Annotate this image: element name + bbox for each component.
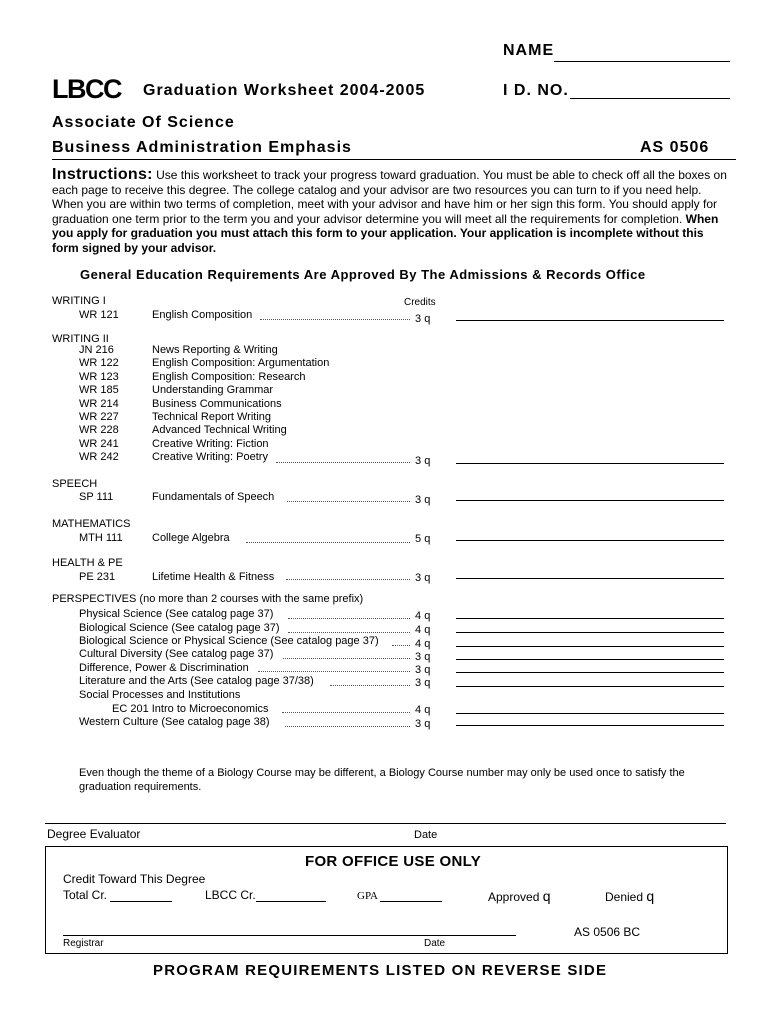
leader-dots [287,501,410,502]
credit-value: 3 q [415,572,431,584]
checkbox-icon[interactable]: q [424,704,431,716]
math-label: MATHEMATICS [52,518,131,530]
speech-course: SP 111 [79,491,114,503]
list-item: Technical Report Writing [152,411,272,424]
lbcc-credits-input[interactable] [256,889,326,902]
list-item: Creative Writing: Fiction [152,437,269,450]
social-processes-label: Social Processes and Institutions [79,689,241,701]
id-label: I D. NO. [503,82,569,99]
leader-dots [288,618,410,619]
gpa-input[interactable] [380,889,442,902]
writing1-label: WRITING I [52,295,106,307]
perspective-item: Cultural Diversity (See catalog page 37) [79,648,274,660]
lbcc-logo: LBCC [52,74,121,104]
checkbox-icon[interactable]: q [424,664,431,676]
approved-checkbox-icon[interactable]: q [542,888,551,904]
math-course: MTH 111 [79,532,123,544]
list-item: WR 228 [79,424,119,437]
registrar-date-label: Date [424,938,446,949]
course-entry-line[interactable] [456,320,724,321]
office-code: AS 0506 BC [574,925,641,939]
checkbox-icon[interactable]: q [424,638,431,650]
gpa-field: GPA [357,889,442,902]
checkbox-icon[interactable]: q [424,533,431,545]
course-entry-line[interactable] [456,632,724,633]
checkbox-icon[interactable]: q [424,651,431,663]
list-item: News Reporting & Writing [152,344,278,356]
evaluator-label: Degree Evaluator [47,827,141,841]
course-entry-line[interactable] [456,672,724,673]
course-entry-line[interactable] [456,618,724,619]
credits-label: Credits [404,297,436,308]
course-entry-line[interactable] [456,725,724,726]
credit-toward-label: Credit Toward This Degree [63,872,206,886]
social-processes-course: EC 201 Intro to Microeconomics [112,703,269,715]
credit-value: 4 q [415,704,431,716]
registrar-signature-line[interactable] [63,935,516,936]
western-culture-label: Western Culture (See catalog page 38) [79,716,270,728]
credit-value: 3 q [415,677,431,689]
id-field[interactable] [570,98,730,99]
credit-value: 3 q [415,494,431,506]
perspective-item: Physical Science (See catalog page 37) [79,608,274,620]
list-item: Business Communications [152,397,282,410]
worksheet-title: Graduation Worksheet 2004-2005 [143,82,426,99]
denied-field: Denied q [605,888,655,904]
course-entry-line[interactable] [456,540,724,541]
course-entry-line[interactable] [456,686,724,687]
credit-value: 4 q [415,610,431,622]
credit-value: 4 q [415,624,431,636]
leader-dots [246,542,410,543]
writing2-label: WRITING II [52,333,109,345]
leader-dots [285,726,410,727]
credit-value: 3 q [415,313,431,325]
gen-ed-heading: General Education Requirements Are Approved By The Admissions & Records Office [80,267,646,282]
checkbox-icon[interactable]: q [424,455,431,467]
list-item: WR 241 [79,437,119,450]
degree-title: Associate Of Science [52,114,235,131]
perspective-item: Biological Science (See catalog page 37) [79,622,280,634]
header-divider [52,159,736,160]
emphasis-title: Business Administration Emphasis [52,139,352,156]
approved-field: Approved q [488,888,551,904]
perspective-item: Biological Science or Physical Science (See catalog page 37) [79,635,379,647]
total-credits-field: Total Cr. [63,888,172,902]
list-item: English Composition: Research [152,370,306,383]
checkbox-icon[interactable]: q [424,610,431,622]
evaluator-date-label: Date [414,829,438,841]
checkbox-icon[interactable]: q [424,313,431,325]
footer-note: PROGRAM REQUIREMENTS LISTED ON REVERSE SIDE [153,962,608,979]
writing2-course-list [79,344,139,465]
office-heading: FOR OFFICE USE ONLY [305,853,481,870]
list-item: WR 122 [79,357,119,370]
list-item: WR 214 [79,397,119,410]
leader-dots [282,712,410,713]
leader-dots [286,579,410,580]
leader-dots [288,632,410,633]
name-label: NAME [503,42,555,59]
instructions-bold-text: When you apply for graduation you must attach this form to your application. Your application is incomplete without this form signed by your advisor. [52,211,719,255]
speech-label: SPEECH [52,478,98,490]
credit-value: 4 q [415,638,431,650]
course-entry-line[interactable] [456,578,724,579]
program-code: AS 0506 [640,139,710,156]
writing1-course: WR 121 [79,309,119,321]
credit-value: 3 q [415,664,431,676]
list-item: Understanding Grammar [152,384,274,397]
course-entry-line[interactable] [456,659,724,660]
total-credits-input[interactable] [110,889,172,902]
writing1-title: English Composition [152,309,253,321]
leader-dots [260,319,410,320]
perspectives-label: PERSPECTIVES (no more than 2 courses with the same prefix) [52,593,364,605]
leader-dots [276,462,410,463]
course-entry-line[interactable] [456,463,724,464]
perspective-item: Literature and the Arts (See catalog page 37/38) [79,675,314,687]
leader-dots [258,671,410,672]
list-item: English Composition: Argumentation [152,357,330,370]
health-title: Lifetime Health & Fitness [152,571,275,583]
checkbox-icon[interactable]: q [424,677,431,689]
evaluator-signature-line[interactable] [45,823,726,824]
list-item: Creative Writing: Poetry [152,451,268,464]
health-course: PE 231 [79,571,116,583]
name-field[interactable] [554,61,730,62]
leader-dots [392,645,410,646]
credit-value: 5 q [415,533,431,545]
course-entry-line[interactable] [456,646,724,647]
list-item: WR 242 [79,451,119,464]
list-item: JN 216 [79,344,114,356]
leader-dots [283,658,410,659]
biology-note: Even though the theme of a Biology Course may be different, a Biology Course number may only be used once to satisfy the graduation requirements. [79,767,685,793]
credit-value: 3 q [415,455,431,467]
list-item: Advanced Technical Writing [152,424,287,437]
writing2-title-list [152,344,402,465]
list-item: WR 227 [79,411,119,424]
checkbox-icon[interactable]: q [424,624,431,636]
math-title: College Algebra [152,532,230,544]
registrar-label: Registrar [63,938,104,949]
instructions-lead: Instructions: [52,166,153,183]
denied-checkbox-icon[interactable]: q [646,888,655,904]
lbcc-credits-field: LBCC Cr. [205,888,326,902]
course-entry-line[interactable] [456,713,724,714]
speech-title: Fundamentals of Speech [152,491,275,503]
course-entry-line[interactable] [456,500,724,501]
credit-value: 3 q [415,651,431,663]
health-label: HEALTH & PE [52,557,123,569]
credit-value: 3 q [415,718,431,730]
checkbox-icon[interactable]: q [424,572,431,584]
checkbox-icon[interactable]: q [424,494,431,506]
perspective-item: Difference, Power & Discrimination [79,662,249,674]
leader-dots [330,685,410,686]
checkbox-icon[interactable]: q [424,718,431,730]
list-item: WR 123 [79,370,119,383]
list-item: WR 185 [79,384,119,397]
instructions [52,168,732,256]
instructions-text: Use this worksheet to track your progress toward graduation. You must be able to check off all the boxes on each page to receive this degree. The college catalog and your advisor are two resources you can turn to if you need help. When you are within two terms of completion, meet with your advisor and have him or her sign this form. You should apply for graduation one term prior to the term you and your advisor determine you will meet all the requirements for completion. [52,168,727,226]
